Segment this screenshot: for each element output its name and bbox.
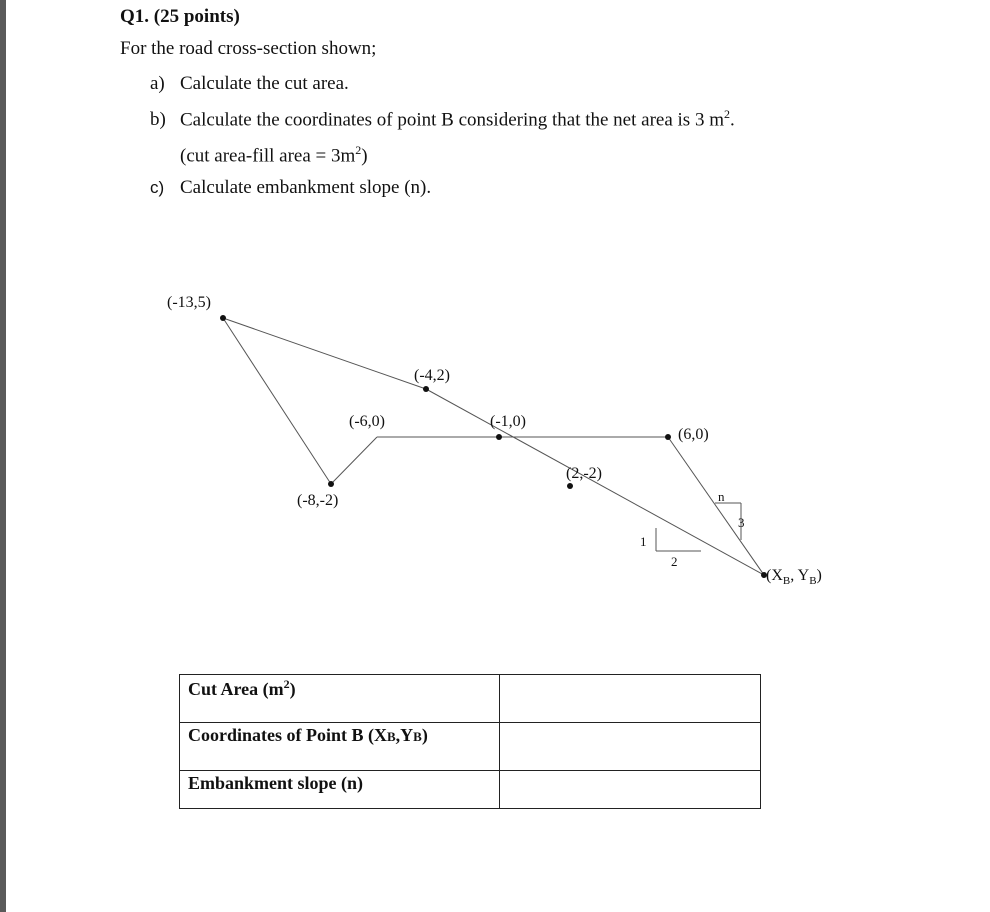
ditch-right-line — [331, 437, 377, 484]
answer-table — [179, 674, 761, 809]
point-marker-2 — [423, 386, 429, 392]
point-b-close: ) — [816, 567, 822, 584]
point-b-row-close: ) — [421, 725, 428, 745]
point-label-2: (-4,2) — [414, 367, 450, 384]
slope-run-label: 2 — [671, 554, 678, 569]
point-b-label — [766, 567, 822, 587]
item-c-label: c) — [150, 178, 165, 197]
point-b-row-text: Coordinates of Point B (X — [188, 725, 387, 745]
point-b-row-sub1: B — [387, 729, 396, 744]
item-b-label: b) — [150, 109, 166, 131]
point-label-1: (-13,5) — [167, 294, 211, 311]
point-label-5: (-1,0) — [490, 413, 526, 430]
note-end: ) — [361, 145, 368, 167]
row-label-cut-area — [180, 675, 500, 723]
item-a-text: Calculate the cut area. — [180, 73, 349, 94]
answer-cell-cut-area[interactable] — [500, 675, 761, 723]
row-label-point-b — [180, 723, 500, 771]
item-b-text: Calculate the coordinates of point B considering that the net area is 3 m — [180, 109, 724, 131]
question-intro: For the road cross-section shown; — [120, 38, 377, 59]
cut-area-text: Cut Area (m — [188, 679, 284, 699]
table-row — [180, 675, 761, 723]
answer-cell-point-b[interactable] — [500, 723, 761, 771]
item-a-label: a) — [150, 73, 165, 94]
point-marker-5 — [496, 434, 502, 440]
point-b-comma: , Y — [790, 567, 810, 584]
question-title: Q1. (25 points) — [120, 6, 240, 27]
emb-n-label: n — [718, 489, 725, 504]
table-row — [180, 771, 761, 809]
point-b-row-sub2: B — [413, 729, 422, 744]
embankment-slope-line — [668, 437, 764, 575]
point-label-6: (6,0) — [678, 426, 709, 443]
point-marker-4 — [328, 481, 334, 487]
item-b-sup: 2 — [723, 107, 730, 121]
note-sup: 2 — [355, 143, 362, 157]
document-page — [6, 0, 990, 912]
item-c-text: Calculate embankment slope (n). — [180, 177, 432, 198]
point-b-sub2: B — [809, 575, 817, 587]
note-text: (cut area-fill area = 3m — [180, 145, 356, 167]
cut-slope-top-line — [223, 318, 426, 389]
point-b-x: (X — [766, 567, 783, 584]
emb-3-label: 3 — [738, 515, 745, 530]
point-b-sub1: B — [782, 575, 791, 587]
point-marker-6 — [665, 434, 671, 440]
point-label-7: (2,-2) — [566, 465, 602, 482]
cut-area-sup: 2 — [283, 677, 290, 691]
item-b-end: . — [729, 109, 735, 131]
cut-area-close: ) — [289, 679, 296, 699]
cut-left-slope-line — [223, 318, 331, 484]
answer-cell-slope[interactable] — [500, 771, 761, 809]
point-marker-1 — [220, 315, 226, 321]
point-label-4: (-8,-2) — [297, 492, 339, 509]
point-b-row-mid: ,Y — [395, 725, 414, 745]
ground-line — [426, 389, 764, 575]
point-marker-7 — [567, 483, 573, 489]
cross-section-diagram — [6, 0, 990, 650]
slope-rise-label: 1 — [640, 534, 647, 549]
table-row — [180, 723, 761, 771]
row-label-slope: Embankment slope (n) — [180, 771, 500, 809]
point-label-3: (-6,0) — [349, 413, 385, 430]
